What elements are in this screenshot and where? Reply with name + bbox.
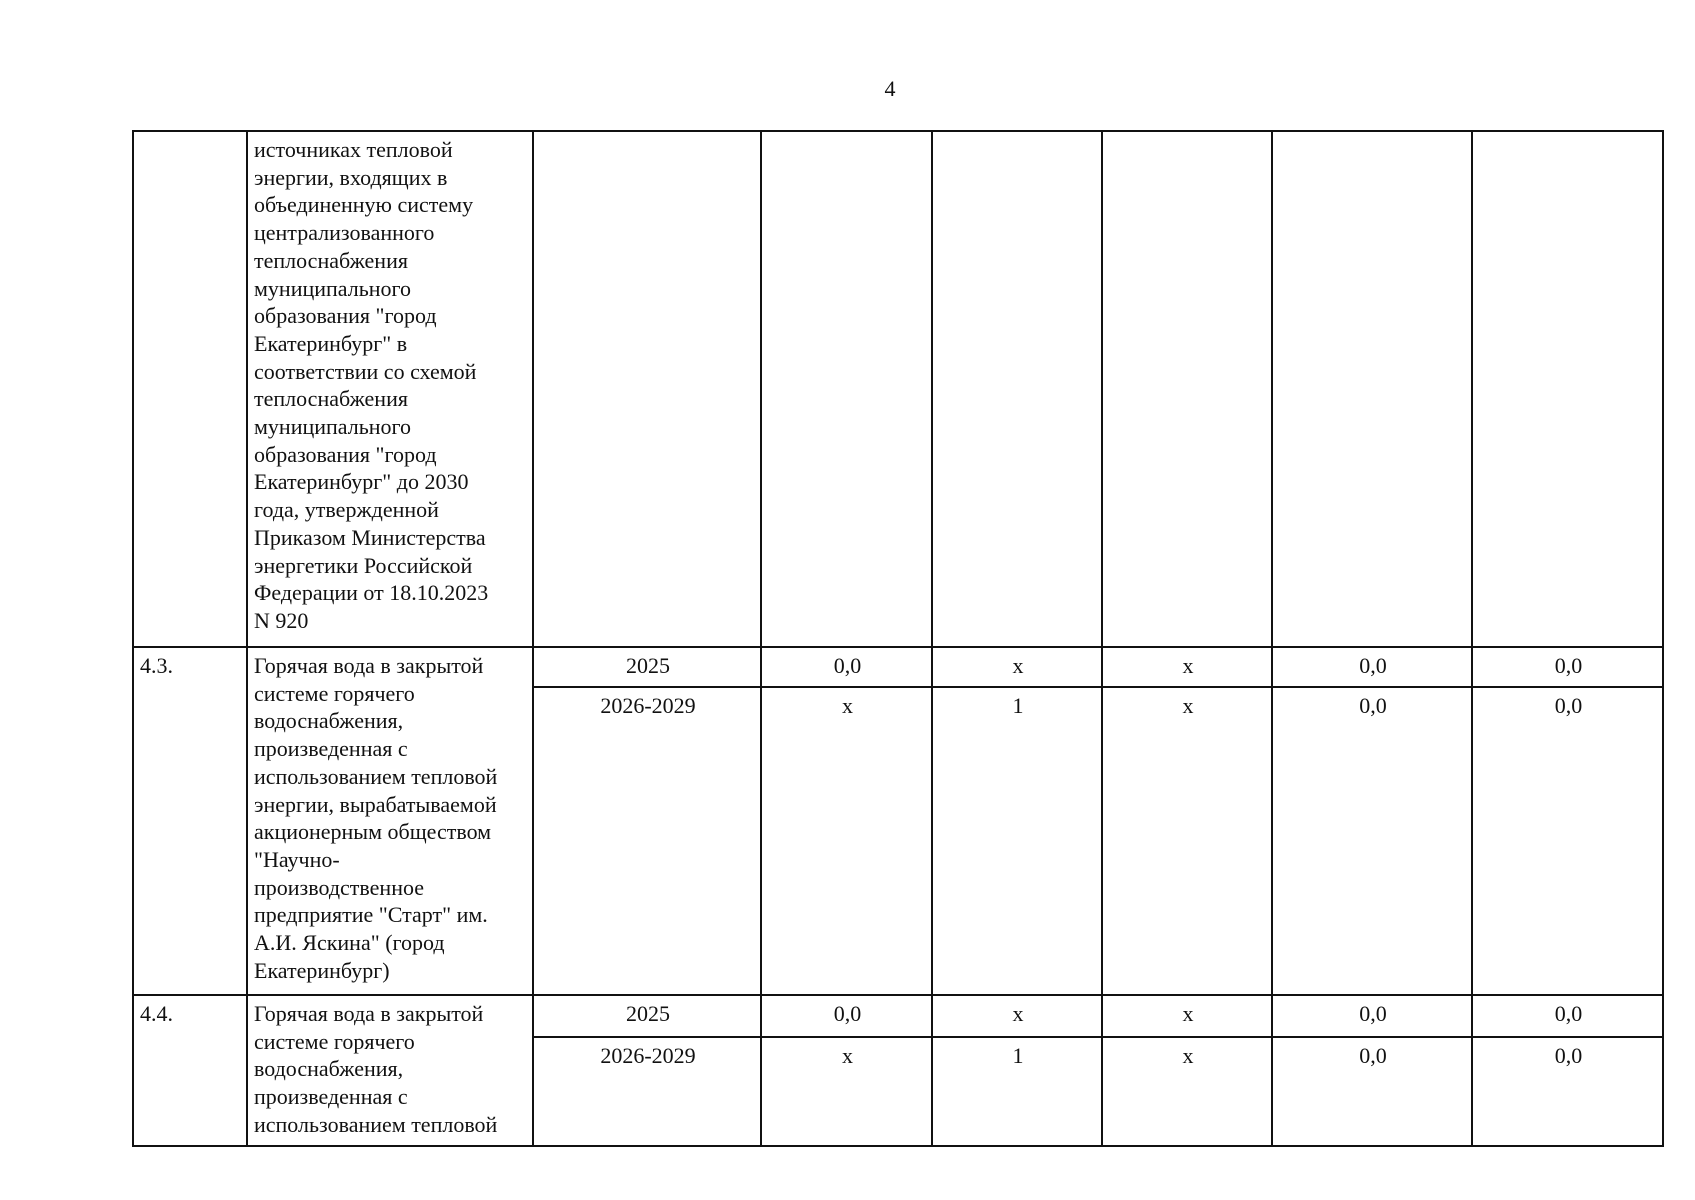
cell-description: Горячая вода в закрытой системе горячего водоснабжения, произведенная с использованием тепловой энергии, вырабатываемой акционерным обществом "Научно- производственное предприятие "Старт" им. А.И. Яскина" (город Екатеринбург) bbox=[247, 647, 533, 995]
cell-value: х bbox=[932, 995, 1102, 1037]
cell-value: х bbox=[932, 647, 1102, 687]
cell-value: 1 bbox=[932, 1037, 1102, 1145]
cell-value: х bbox=[761, 687, 932, 995]
cell-period: 2026-2029 bbox=[533, 687, 761, 995]
cell-value: 0,0 bbox=[1272, 647, 1472, 687]
cell-value bbox=[932, 131, 1102, 647]
cell-value: 0,0 bbox=[1272, 687, 1472, 995]
cell-value: 0,0 bbox=[1472, 687, 1663, 995]
cell-period: 2026-2029 bbox=[533, 1037, 761, 1145]
tariff-table bbox=[132, 130, 1664, 1147]
cell-period bbox=[533, 131, 761, 647]
cell-value: 0,0 bbox=[761, 995, 932, 1037]
cell-description: источниках тепловой энергии, входящих в объединенную систему централизованного теплоснабжения муниципального образования "город Екатеринбург" в соответствии со схемой теплоснабжения муниципального образования "город Екатеринбург" до 2030 года, утвержденной Приказом Министерства энергетики Российской Федерации от 18.10.2023 N 920 bbox=[247, 131, 533, 647]
cell-value bbox=[1102, 131, 1272, 647]
cell-num: 4.4. bbox=[133, 995, 247, 1146]
cell-value bbox=[761, 131, 932, 647]
cell-value: 0,0 bbox=[1272, 1037, 1472, 1145]
cell-value: х bbox=[1102, 687, 1272, 995]
table-row bbox=[133, 647, 1663, 687]
cell-value: 0,0 bbox=[1472, 995, 1663, 1037]
cell-value: 0,0 bbox=[1272, 995, 1472, 1037]
table-row bbox=[133, 995, 1663, 1037]
cell-value bbox=[1272, 131, 1472, 647]
cell-value: х bbox=[1102, 1037, 1272, 1145]
cell-value: х bbox=[761, 1037, 932, 1145]
cell-value: 1 bbox=[932, 687, 1102, 995]
cell-value: х bbox=[1102, 647, 1272, 687]
cell-num bbox=[133, 131, 247, 647]
page-number: 4 bbox=[884, 76, 896, 101]
table-row-continuation bbox=[133, 131, 1663, 647]
cell-description: Горячая вода в закрытой системе горячего водоснабжения, произведенная с использованием тепловой bbox=[247, 995, 533, 1146]
cell-value: х bbox=[1102, 995, 1272, 1037]
cell-value bbox=[1472, 131, 1663, 647]
cell-period: 2025 bbox=[533, 995, 761, 1037]
cell-value: 0,0 bbox=[1472, 647, 1663, 687]
cell-value: 0,0 bbox=[1472, 1037, 1663, 1145]
cell-value: 0,0 bbox=[761, 647, 932, 687]
cell-num: 4.3. bbox=[133, 647, 247, 995]
cell-period: 2025 bbox=[533, 647, 761, 687]
